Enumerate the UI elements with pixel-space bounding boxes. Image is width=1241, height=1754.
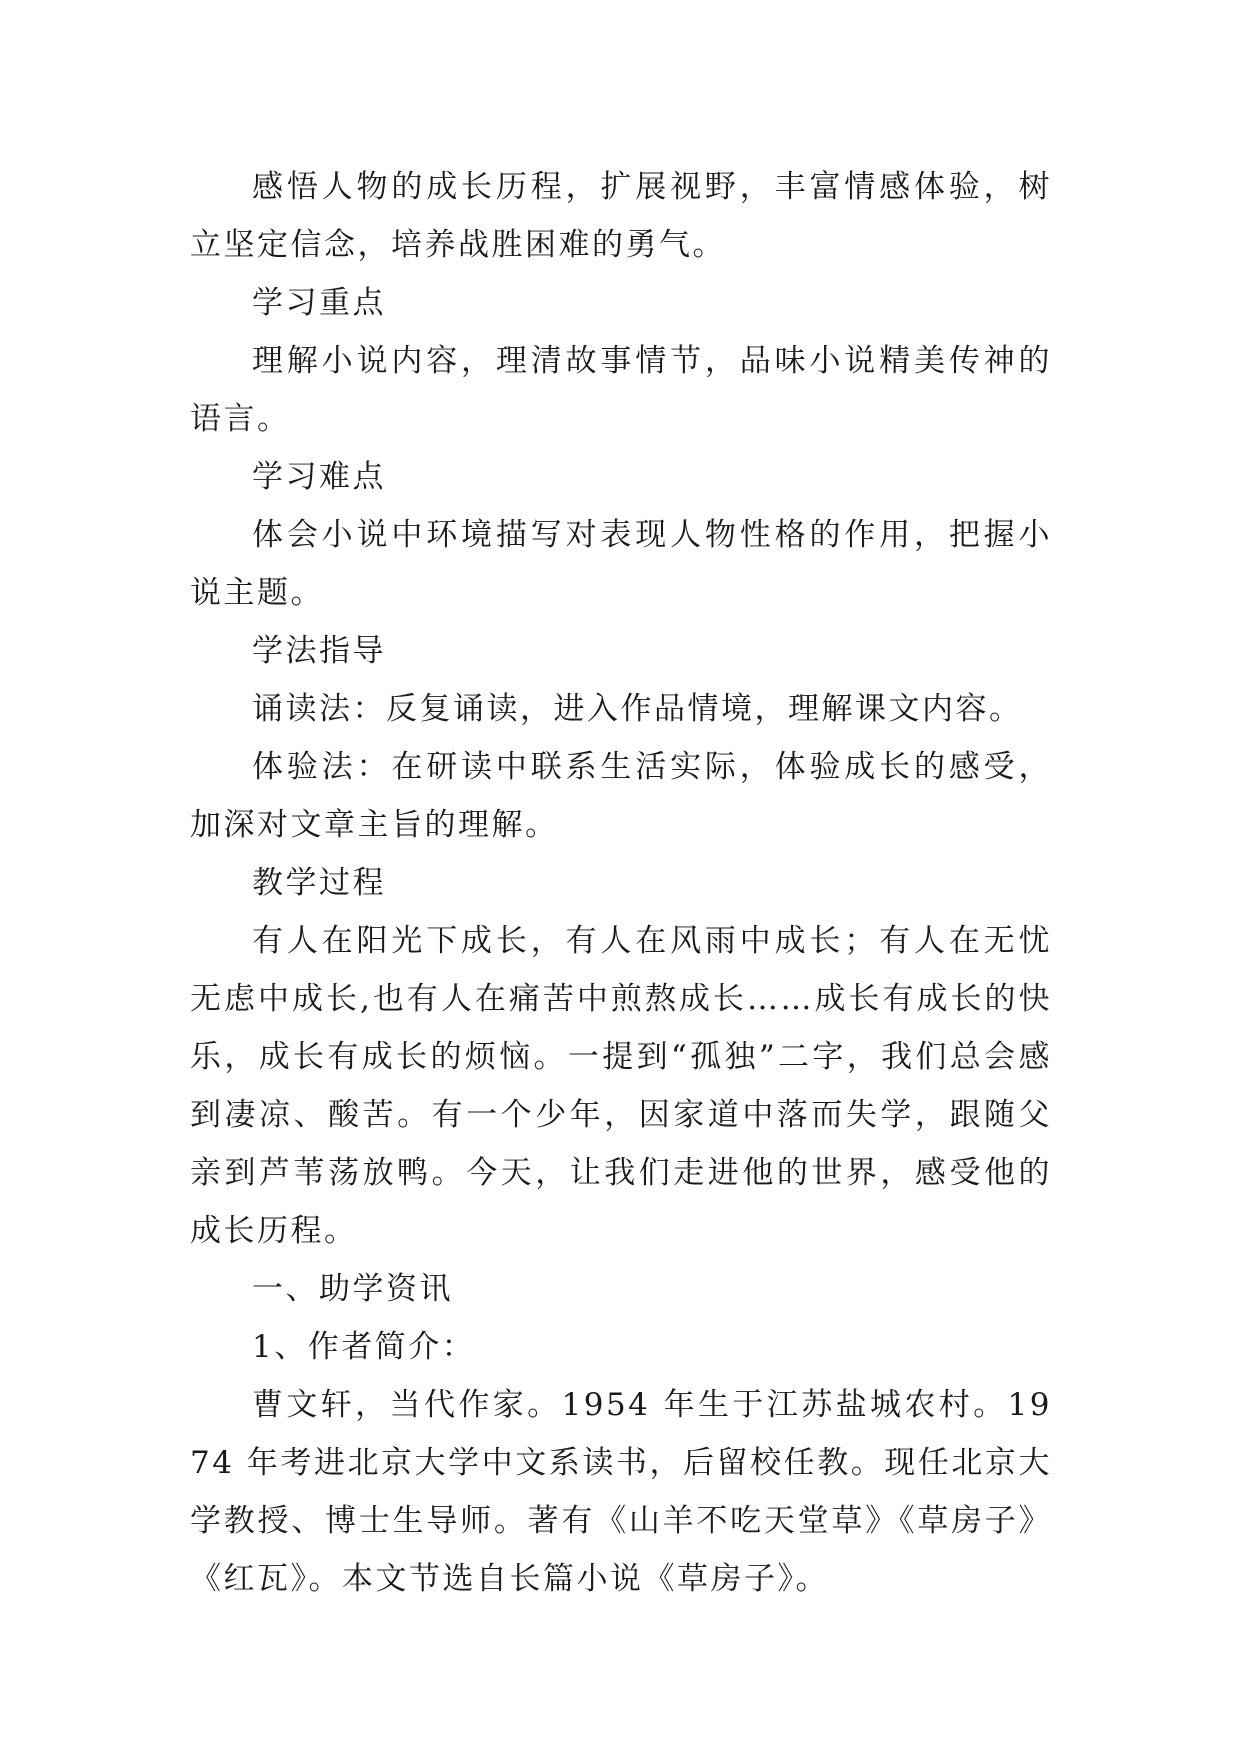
- heading-teaching-process: 教学过程: [252, 865, 386, 901]
- paragraph-key-points: 理解小说内容，理清故事情节，品味小说精美传神的语言。: [190, 343, 1052, 437]
- document-body: [190, 158, 1052, 1608]
- heading-key-points: 学习重点: [252, 285, 386, 321]
- heading-difficulties: 学习难点: [252, 459, 386, 495]
- paragraph-experience-method: 体验法：在研读中联系生活实际，体验成长的感受，加深对文章主旨的理解。: [190, 749, 1052, 843]
- paragraph-difficulties: 体会小说中环境描写对表现人物性格的作用，把握小说主题。: [190, 517, 1052, 611]
- paragraph-author-bio: 曹文轩，当代作家。1954 年生于江苏盐城农村。1974 年考进北京大学中文系读书，后留校任教。现任北京大学教授、博士生导师。著有《山羊不吃天堂草》《草房子》《红瓦》。本文节选自长篇小说《草房子》。: [190, 1387, 1052, 1597]
- paragraph-goal: 感悟人物的成长历程，扩展视野，丰富情感体验，树立坚定信念，培养战胜困难的勇气。: [190, 169, 1052, 263]
- heading-study-info: 一、助学资讯: [252, 1271, 453, 1307]
- heading-author-intro: 1、作者简介：: [252, 1329, 476, 1365]
- paragraph-introduction: 有人在阳光下成长，有人在风雨中成长；有人在无忧无虑中成长,也有人在痛苦中煎熬成长……成长有成长的快乐，成长有成长的烦恼。一提到“孤独”二字，我们总会感到凄凉、酸苦。有一个少年，因家道中落而失学，跟随父亲到芦苇荡放鸭。今天，让我们走进他的世界，感受他的成长历程。: [190, 923, 1052, 1249]
- paragraph-reading-method: 诵读法：反复诵读，进入作品情境，理解课文内容。: [252, 691, 1023, 727]
- heading-method-guide: 学法指导: [252, 633, 386, 669]
